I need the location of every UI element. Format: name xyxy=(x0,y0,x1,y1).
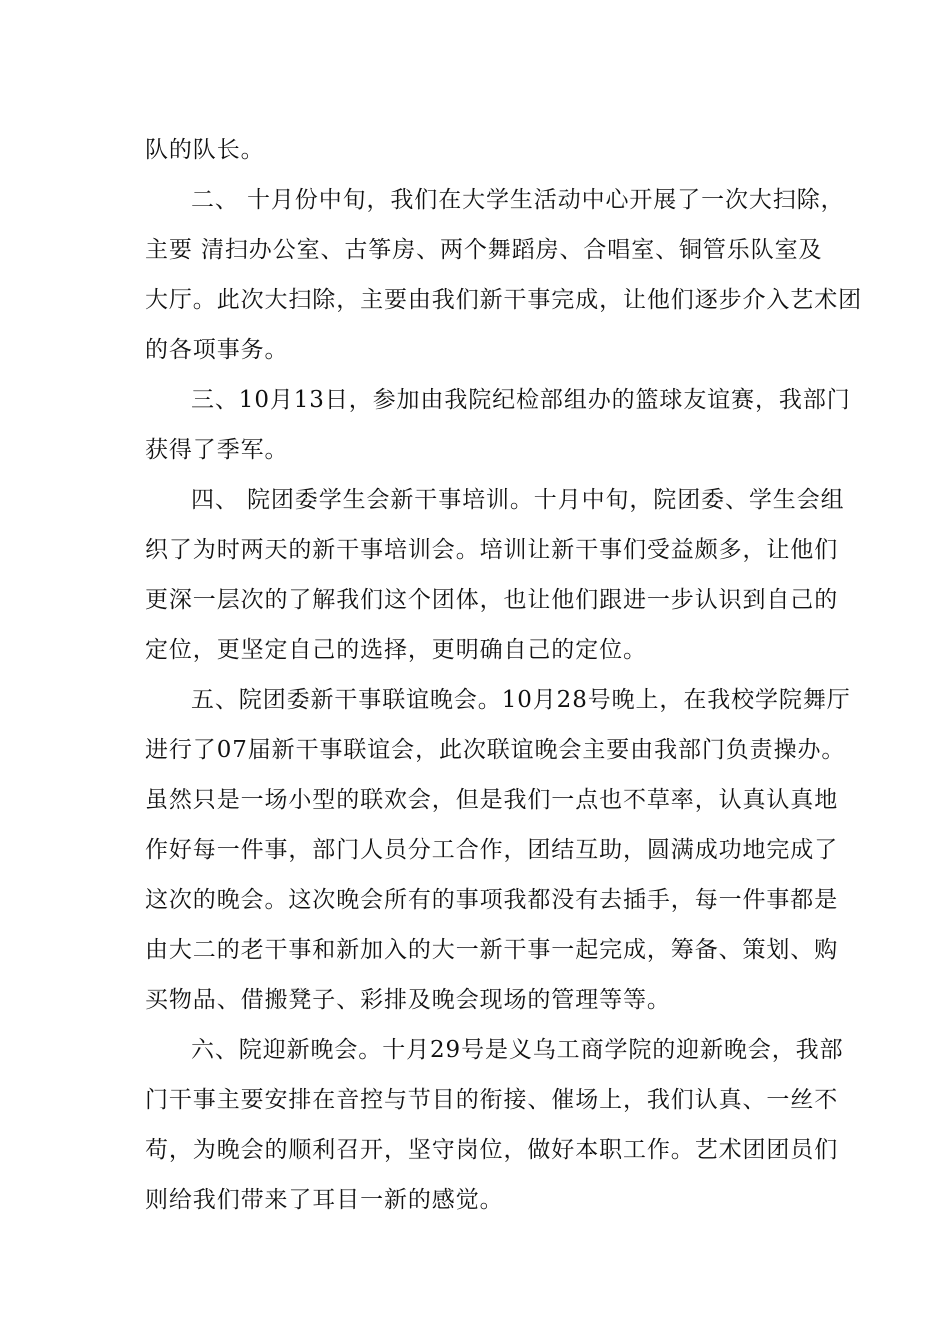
text-line: 更深一层次的了解我们这个团体，也让他们跟进一步认识到自己的 xyxy=(145,587,839,613)
text-line: 获得了季军。 xyxy=(145,437,289,463)
text-line: 主要 清扫办公室、古筝房、两个舞蹈房、合唱室、铜管乐队室及 xyxy=(145,237,823,263)
text-line: 则给我们带来了耳目一新的感觉。 xyxy=(145,1187,504,1213)
text-line: 苟，为晚会的顺利召开，坚守岗位，做好本职工作。艺术团团员们 xyxy=(145,1137,839,1163)
text-line: 队的队长。 xyxy=(145,137,265,163)
text-line: 由大二的老干事和新加入的大一新干事一起完成，筹备、策划、购 xyxy=(145,937,839,963)
text-line: 的各项事务。 xyxy=(145,337,289,363)
text-line: 这次的晚会。这次晚会所有的事项我都没有去插手，每一件事都是 xyxy=(145,887,839,913)
text-line: 虽然只是一场小型的联欢会，但是我们一点也不草率，认真认真地 xyxy=(145,787,839,813)
text-line: 四、 院团委学生会新干事培训。十月中旬，院团委、学生会组 xyxy=(191,487,845,513)
text-line: 作好每一件事，部门人员分工合作，团结互助，圆满成功地完成了 xyxy=(145,837,839,863)
text-line: 织了为时两天的新干事培训会。培训让新干事们受益颇多，让他们 xyxy=(145,537,839,563)
text-line: 五、院团委新干事联谊晚会。10月28号晚上，在我校学院舞厅 xyxy=(191,687,851,713)
text-line: 三、10月13日，参加由我院纪检部组办的篮球友谊赛，我部门 xyxy=(191,387,851,413)
text-line: 二、 十月份中旬，我们在大学生活动中心开展了一次大扫除， xyxy=(191,187,845,213)
text-line: 进行了07届新干事联谊会，此次联谊晚会主要由我部门负责操办。 xyxy=(145,737,846,763)
text-line: 买物品、借搬凳子、彩排及晚会现场的管理等等。 xyxy=(145,987,671,1013)
text-line: 大厅。此次大扫除，主要由我们新干事完成，让他们逐步介入艺术团 xyxy=(145,287,862,313)
text-line: 六、院迎新晚会。十月29号是义乌工商学院的迎新晚会，我部 xyxy=(191,1037,844,1063)
text-line: 门干事主要安排在音控与节目的衔接、催场上，我们认真、一丝不 xyxy=(145,1087,839,1113)
text-line: 定位，更坚定自己的选择，更明确自己的定位。 xyxy=(145,637,647,663)
